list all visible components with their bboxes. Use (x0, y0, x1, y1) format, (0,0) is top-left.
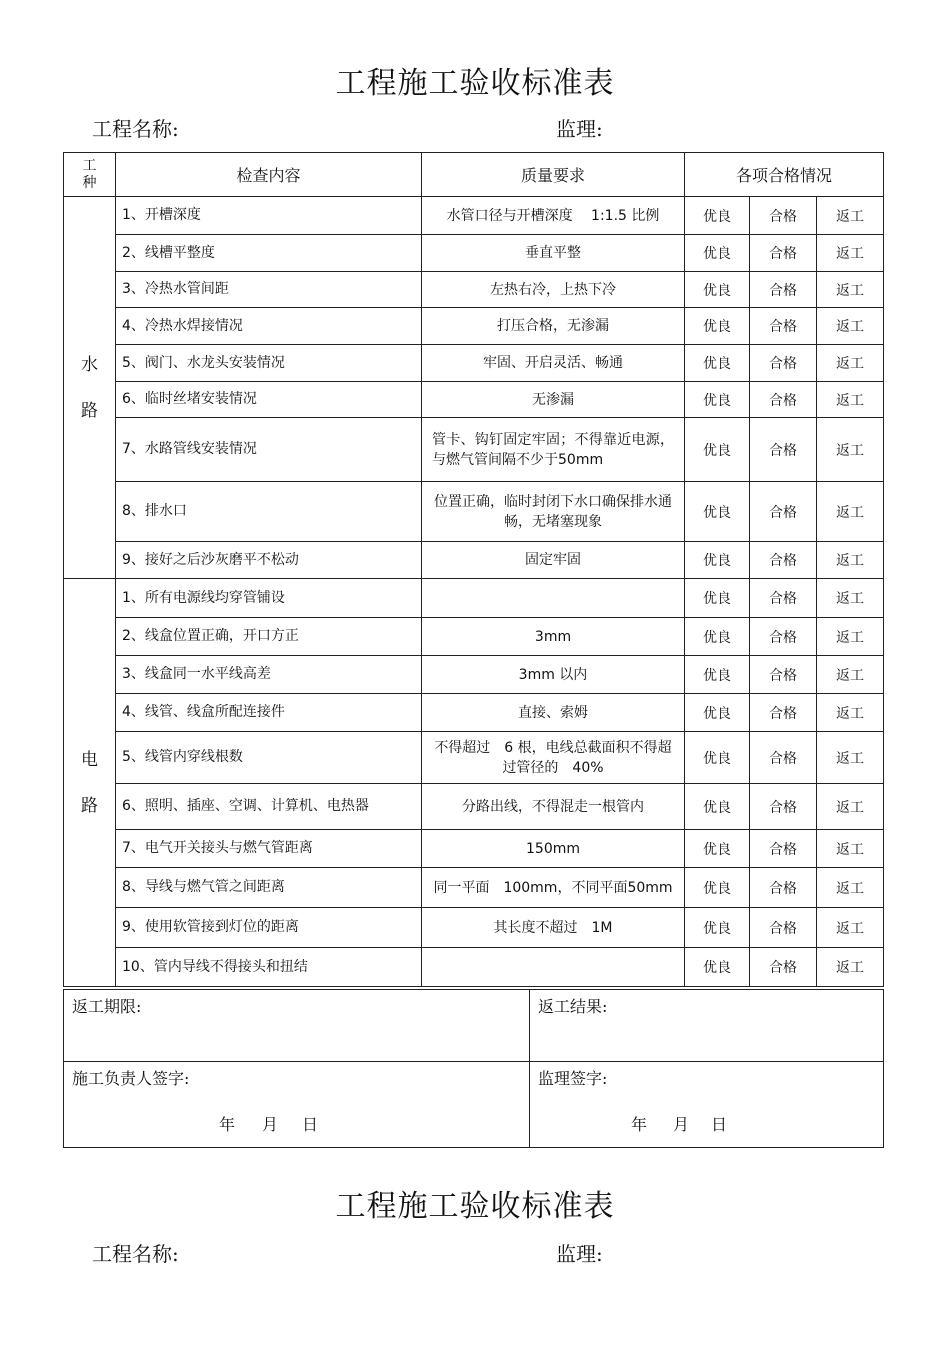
grade-qualified: 合格 (750, 382, 817, 418)
table-row (64, 618, 884, 656)
grade-qualified: 合格 (750, 948, 817, 987)
category-line2: 路 (81, 795, 98, 816)
grade-rework: 返工 (817, 694, 884, 732)
grade-qualified: 合格 (750, 482, 817, 542)
quality-requirement: 150mm (422, 830, 685, 868)
grade-excellent: 优良 (685, 656, 750, 694)
date-day: 日 (302, 1115, 319, 1134)
contractor-signature-field[interactable] (64, 1062, 530, 1148)
grade-qualified: 合格 (750, 579, 817, 618)
check-item: 2、线槽平整度 (116, 235, 422, 272)
project-name-label-page2: 工程名称: (92, 1242, 179, 1266)
table-row (64, 732, 884, 784)
form-title: 工程施工验收标准表 (335, 66, 615, 101)
grade-excellent: 优良 (685, 908, 750, 948)
grade-excellent: 优良 (685, 272, 750, 308)
quality-requirement: 同一平面 100mm，不同平面50mm (422, 868, 685, 908)
rework-result-field[interactable] (530, 990, 884, 1062)
grade-excellent: 优良 (685, 579, 750, 618)
grade-excellent: 优良 (685, 382, 750, 418)
grade-qualified: 合格 (750, 732, 817, 784)
check-item: 3、线盒同一水平线高差 (116, 656, 422, 694)
check-item: 4、线管、线盒所配连接件 (116, 694, 422, 732)
grade-excellent: 优良 (685, 197, 750, 235)
grade-rework: 返工 (817, 542, 884, 579)
check-item: 9、接好之后沙灰磨平不松动 (116, 542, 422, 579)
check-item: 8、排水口 (116, 482, 422, 542)
project-name-label: 工程名称: (92, 117, 179, 141)
check-item: 1、所有电源线均穿管铺设 (116, 579, 422, 618)
category-line2: 路 (81, 400, 98, 421)
check-item: 4、冷热水焊接情况 (116, 308, 422, 345)
table-row (64, 235, 884, 272)
table-row (64, 308, 884, 345)
grade-qualified: 合格 (750, 308, 817, 345)
grade-excellent: 优良 (685, 694, 750, 732)
quality-requirement: 固定牢固 (422, 542, 685, 579)
check-item: 1、开槽深度 (116, 197, 422, 235)
rework-deadline-label: 返工期限: (72, 997, 142, 1016)
quality-requirement: 位置正确，临时封闭下水口确保排水通畅，无堵塞现象 (422, 482, 685, 542)
signature-row (64, 1062, 884, 1148)
quality-requirement: 其长度不超过 1M (422, 908, 685, 948)
grade-rework: 返工 (817, 908, 884, 948)
table-row (64, 784, 884, 830)
grade-qualified: 合格 (750, 618, 817, 656)
date-day: 日 (711, 1115, 728, 1134)
signature-table (63, 989, 884, 1148)
header-type-line1: 工 (82, 157, 97, 174)
table-row (64, 382, 884, 418)
category-line1: 水 (81, 354, 98, 375)
table-header-row (64, 153, 884, 197)
grade-excellent: 优良 (685, 345, 750, 382)
table-row (64, 579, 884, 618)
contractor-date (219, 1112, 318, 1135)
date-year: 年 (219, 1115, 236, 1134)
grade-excellent: 优良 (685, 482, 750, 542)
supervisor-date (631, 1112, 727, 1135)
supervisor-signature-field[interactable] (530, 1062, 884, 1148)
quality-requirement: 垂直平整 (422, 235, 685, 272)
table-row (64, 948, 884, 987)
check-item: 9、使用软管接到灯位的距离 (116, 908, 422, 948)
quality-requirement: 3mm 以内 (422, 656, 685, 694)
table-row (64, 908, 884, 948)
quality-requirement (422, 948, 685, 987)
grade-qualified: 合格 (750, 694, 817, 732)
date-month: 月 (262, 1115, 279, 1134)
grade-excellent: 优良 (685, 868, 750, 908)
category-line1: 电 (81, 749, 98, 770)
table-row (64, 830, 884, 868)
grade-rework: 返工 (817, 308, 884, 345)
grade-rework: 返工 (817, 579, 884, 618)
grade-excellent: 优良 (685, 618, 750, 656)
check-item: 3、冷热水管间距 (116, 272, 422, 308)
grade-rework: 返工 (817, 784, 884, 830)
table-row (64, 656, 884, 694)
quality-requirement (422, 579, 685, 618)
grade-rework: 返工 (817, 618, 884, 656)
check-item: 6、临时丝堵安装情况 (116, 382, 422, 418)
check-item: 5、线管内穿线根数 (116, 732, 422, 784)
date-year: 年 (631, 1115, 648, 1134)
grade-qualified: 合格 (750, 345, 817, 382)
check-item: 7、水路管线安装情况 (116, 418, 422, 482)
check-item: 10、管内导线不得接头和扭结 (116, 948, 422, 987)
contractor-signature-label: 施工负责人签字: (72, 1069, 190, 1088)
grade-qualified: 合格 (750, 235, 817, 272)
supervisor-label-page2: 监理: (556, 1242, 603, 1266)
table-row (64, 418, 884, 482)
grade-qualified: 合格 (750, 784, 817, 830)
grade-excellent: 优良 (685, 235, 750, 272)
quality-requirement: 分路出线，不得混走一根管内 (422, 784, 685, 830)
grade-qualified: 合格 (750, 272, 817, 308)
table-row (64, 868, 884, 908)
grade-excellent: 优良 (685, 948, 750, 987)
quality-requirement: 牢固、开启灵活、畅通 (422, 345, 685, 382)
grade-rework: 返工 (817, 830, 884, 868)
grade-qualified: 合格 (750, 908, 817, 948)
check-item: 8、导线与燃气管之间距离 (116, 868, 422, 908)
grade-rework: 返工 (817, 948, 884, 987)
grade-rework: 返工 (817, 272, 884, 308)
grade-excellent: 优良 (685, 830, 750, 868)
quality-requirement: 打压合格，无渗漏 (422, 308, 685, 345)
header-type (64, 153, 116, 197)
table-row (64, 542, 884, 579)
quality-requirement: 不得超过 6 根，电线总截面积不得超过管径的 40% (422, 732, 685, 784)
supervisor-label: 监理: (556, 117, 603, 141)
grade-excellent: 优良 (685, 308, 750, 345)
date-month: 月 (673, 1115, 690, 1134)
grade-rework: 返工 (817, 656, 884, 694)
grade-qualified: 合格 (750, 542, 817, 579)
check-item: 6、照明、插座、空调、计算机、电热器 (116, 784, 422, 830)
grade-excellent: 优良 (685, 732, 750, 784)
category-water (64, 197, 116, 579)
grade-rework: 返工 (817, 382, 884, 418)
header-requirement: 质量要求 (422, 153, 685, 197)
table-row (64, 694, 884, 732)
quality-requirement: 水管口径与开槽深度 1:1.5 比例 (422, 197, 685, 235)
grade-rework: 返工 (817, 868, 884, 908)
table-row (64, 482, 884, 542)
grade-rework: 返工 (817, 732, 884, 784)
check-item: 2、线盒位置正确，开口方正 (116, 618, 422, 656)
grade-excellent: 优良 (685, 542, 750, 579)
quality-requirement: 管卡、钩钉固定牢固；不得靠近电源，与燃气管间隔不少于50mm (422, 418, 685, 482)
quality-requirement: 左热右冷，上热下冷 (422, 272, 685, 308)
grade-rework: 返工 (817, 235, 884, 272)
header-content: 检查内容 (116, 153, 422, 197)
grade-qualified: 合格 (750, 830, 817, 868)
table-row (64, 272, 884, 308)
rework-result-label: 返工结果: (538, 997, 608, 1016)
table-row (64, 345, 884, 382)
quality-requirement: 3mm (422, 618, 685, 656)
grade-rework: 返工 (817, 197, 884, 235)
header-type-line2: 种 (82, 174, 97, 191)
grade-qualified: 合格 (750, 418, 817, 482)
grade-rework: 返工 (817, 345, 884, 382)
check-item: 7、电气开关接头与燃气管距离 (116, 830, 422, 868)
grade-rework: 返工 (817, 482, 884, 542)
grade-qualified: 合格 (750, 656, 817, 694)
category-electric (64, 579, 116, 987)
check-item: 5、阀门、水龙头安装情况 (116, 345, 422, 382)
supervisor-signature-label: 监理签字: (538, 1069, 608, 1088)
rework-row (64, 990, 884, 1062)
grade-qualified: 合格 (750, 868, 817, 908)
grade-qualified: 合格 (750, 197, 817, 235)
grade-excellent: 优良 (685, 418, 750, 482)
quality-requirement: 无渗漏 (422, 382, 685, 418)
quality-requirement: 直接、索姆 (422, 694, 685, 732)
grade-excellent: 优良 (685, 784, 750, 830)
rework-deadline-field[interactable] (64, 990, 530, 1062)
inspection-table (63, 152, 884, 987)
header-status: 各项合格情况 (685, 153, 884, 197)
form-title-page2: 工程施工验收标准表 (335, 1189, 615, 1224)
grade-rework: 返工 (817, 418, 884, 482)
table-row (64, 197, 884, 235)
